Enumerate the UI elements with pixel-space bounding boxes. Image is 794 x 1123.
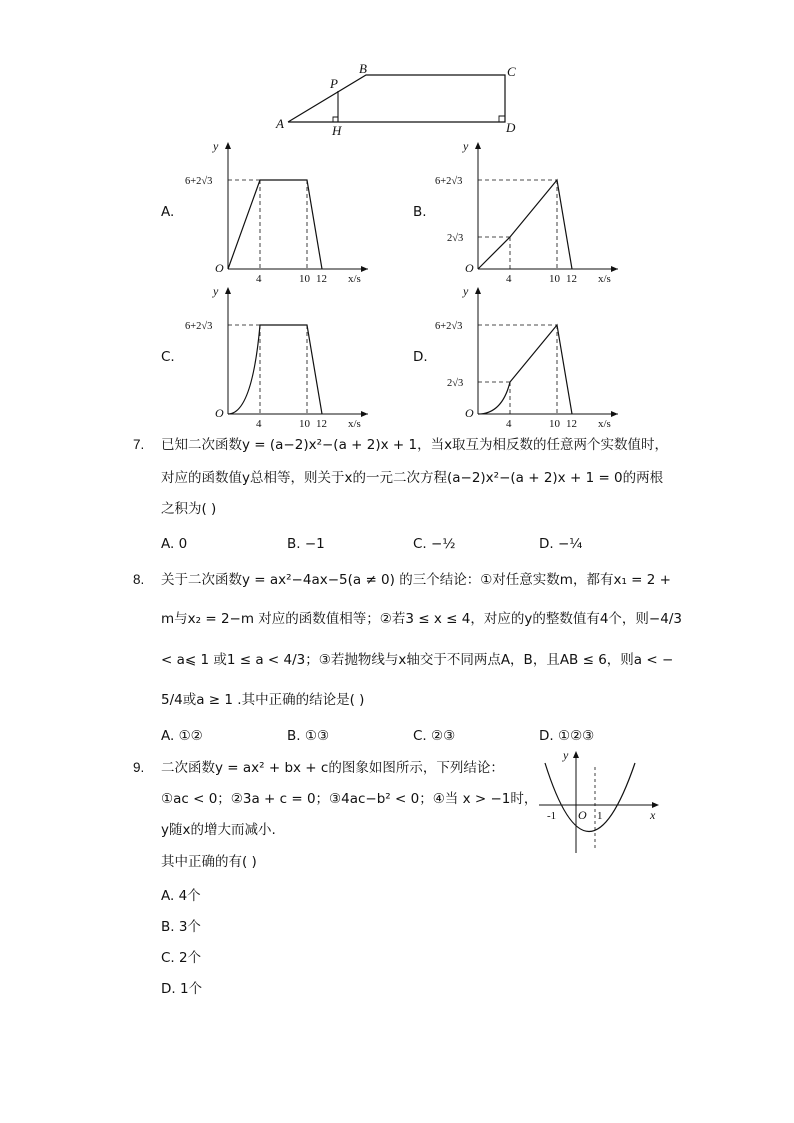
q9-line1: 二次函数y = ax² + bx + c的图象如图所示，下列结论： <box>161 760 504 776</box>
q8-line3: < a⩽ 1 或1 ≤ a < 4/3；③若抛物线与x轴交于不同两点A，B，且AB ≤ 6，则a < − <box>161 652 674 668</box>
svg-text:O: O <box>215 261 224 275</box>
q7-option-c[interactable]: C. −½ <box>413 536 456 552</box>
option-b-label[interactable]: B. <box>413 204 427 220</box>
label-p: P <box>330 76 338 91</box>
svg-text:12: 12 <box>566 273 577 283</box>
svg-text:6+2√3: 6+2√3 <box>435 176 463 187</box>
svg-text:O: O <box>215 406 224 420</box>
svg-text:6+2√3: 6+2√3 <box>185 321 213 332</box>
right-angle-d <box>499 116 505 122</box>
option-a-label[interactable]: A. <box>161 204 175 220</box>
graph-c <box>180 283 380 428</box>
q7-option-a[interactable]: A. 0 <box>161 536 188 552</box>
svg-text:y: y <box>463 139 469 153</box>
svg-text:y: y <box>213 284 219 298</box>
q9-line3: y随x的增大而减小. <box>161 822 276 838</box>
q7-option-d[interactable]: D. −¼ <box>539 536 583 552</box>
q7-line3: 之积为( ) <box>161 501 217 517</box>
graph-a-line <box>228 180 322 269</box>
svg-text:12: 12 <box>316 273 327 283</box>
q9-option-d[interactable]: D. 1个 <box>161 981 203 997</box>
svg-text:x: x <box>650 808 656 822</box>
right-angle-h <box>333 117 338 122</box>
q9-option-a[interactable]: A. 4个 <box>161 888 201 904</box>
svg-text:12: 12 <box>316 418 327 428</box>
option-c-label[interactable]: C. <box>161 349 175 365</box>
q8-number: 8. <box>133 572 145 587</box>
svg-text:10: 10 <box>549 273 560 283</box>
svg-text:y: y <box>463 284 469 298</box>
svg-text:x/s: x/s <box>598 273 611 283</box>
svg-text:4: 4 <box>506 273 512 283</box>
q7-number: 7. <box>133 437 145 452</box>
label-d: D <box>506 120 516 135</box>
q8-line2: m与x₂ = 2−m 对应的函数值相等；②若3 ≤ x ≤ 4，对应的y的整数值有4个，则−4/3 <box>161 611 682 627</box>
svg-text:x/s: x/s <box>348 273 361 283</box>
q9-option-b[interactable]: B. 3个 <box>161 919 201 935</box>
q9-line2: ①ac < 0；②3a + c = 0；③4ac−b² < 0；④当 x > −1时， <box>161 791 538 807</box>
svg-text:4: 4 <box>256 418 262 428</box>
svg-text:y: y <box>213 139 219 153</box>
graph-b <box>430 138 630 283</box>
svg-text:O: O <box>465 406 474 420</box>
q9-parabola <box>545 763 635 832</box>
graph-b-line <box>478 180 572 269</box>
graph-d-curve <box>478 325 572 414</box>
graph-c-curve <box>228 325 322 414</box>
svg-text:6+2√3: 6+2√3 <box>185 176 213 187</box>
label-b: B <box>359 61 367 76</box>
option-d-label[interactable]: D. <box>413 349 428 365</box>
svg-text:10: 10 <box>549 418 560 428</box>
svg-text:1: 1 <box>597 810 603 822</box>
graph-d <box>430 283 630 428</box>
q8-line4: 5/4或a ≥ 1 .其中正确的结论是( ) <box>161 692 365 708</box>
trapezoid-figure <box>270 60 530 140</box>
label-a: A <box>276 116 284 131</box>
q8-option-c[interactable]: C. ②③ <box>413 728 456 744</box>
q9-line4: 其中正确的有( ) <box>161 854 257 870</box>
q9-parabola-graph <box>535 745 665 855</box>
trapezoid-outline <box>288 75 505 122</box>
svg-text:O: O <box>465 261 474 275</box>
label-c: C <box>507 64 516 79</box>
svg-text:6+2√3: 6+2√3 <box>435 321 463 332</box>
svg-text:-1: -1 <box>547 810 557 822</box>
svg-text:2√3: 2√3 <box>447 233 464 244</box>
q8-line1: 关于二次函数y = ax²−4ax−5(a ≠ 0) 的三个结论：①对任意实数m，都有x₁ = 2 + <box>161 572 671 588</box>
svg-text:x/s: x/s <box>598 418 611 428</box>
svg-text:4: 4 <box>506 418 512 428</box>
svg-text:12: 12 <box>566 418 577 428</box>
label-h: H <box>332 123 342 138</box>
q9-number: 9. <box>133 760 145 775</box>
svg-text:y: y <box>563 748 569 762</box>
graph-a <box>180 138 380 283</box>
svg-text:2√3: 2√3 <box>447 378 464 389</box>
svg-text:x/s: x/s <box>348 418 361 428</box>
q8-option-a[interactable]: A. ①② <box>161 728 203 744</box>
svg-text:10: 10 <box>299 273 310 283</box>
q7-line2: 对应的函数值y总相等，则关于x的一元二次方程(a−2)x²−(a + 2)x + 1 = 0的两根 <box>161 470 664 486</box>
q8-option-d[interactable]: D. ①②③ <box>539 728 595 744</box>
q7-option-b[interactable]: B. −1 <box>287 536 325 552</box>
q9-option-c[interactable]: C. 2个 <box>161 950 202 966</box>
svg-text:O: O <box>578 808 587 822</box>
svg-text:4: 4 <box>256 273 262 283</box>
svg-text:10: 10 <box>299 418 310 428</box>
q7-line1: 已知二次函数y = (a−2)x²−(a + 2)x + 1，当x取互为相反数的任意两个实数值时， <box>161 437 669 453</box>
q8-option-b[interactable]: B. ①③ <box>287 728 330 744</box>
